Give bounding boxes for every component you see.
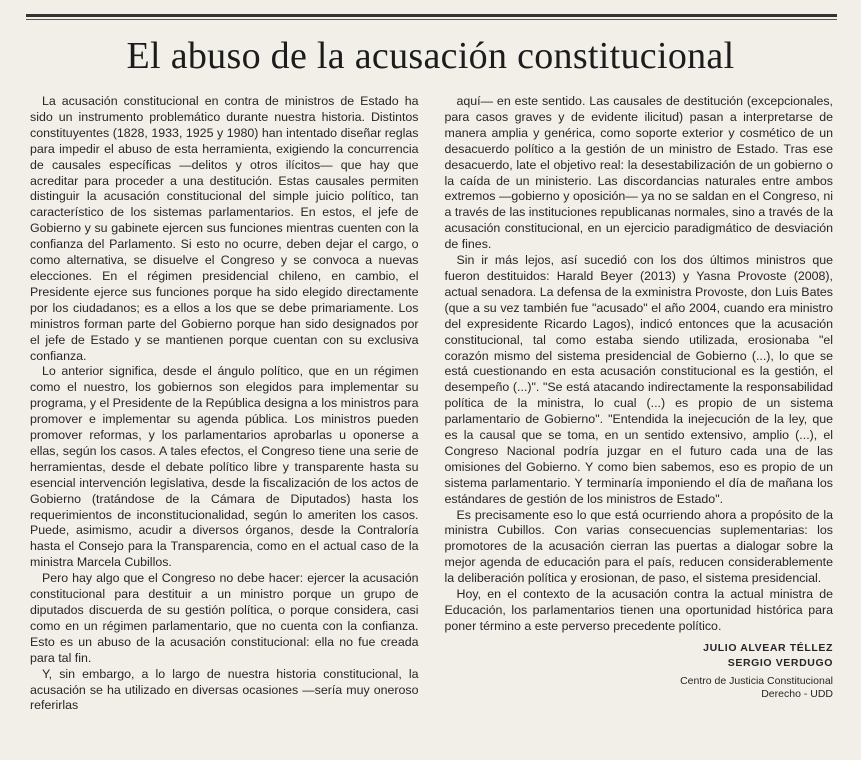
article-body [30,94,833,752]
top-rule [26,14,837,17]
column-right [445,94,834,752]
paragraph: Es precisamente eso lo que está ocurriendo ahora a propósito de la ministra Cubillos. Con varias consecuencias suplementarias: los promotores de la acusación cierran las puertas a dialogar sobre la mejor agenda de educación para el país, reducen considerablemente la deliberación política y erosionan, de paso, el sistema presidencial. [444,507,833,586]
affiliation-line: Derecho - UDD [761,687,833,700]
author-name: SERGIO VERDUGO [727,656,833,669]
column-left [30,94,419,752]
paragraph: Lo anterior significa, desde el ángulo político, que en un régimen como el nuestro, los gobiernos son elegidos para implementar su programa, y el Presidente de la República designa a los ministros para promover e implementar su agenda pública. Los ministros pueden promover reformas, y los parlamentarios aprobarlas u oponerse a ellas, según los casos. A tales efectos, el Congreso tiene una serie de herramientas, desde el debate político libre y transparente hasta su esencial intervención legislativa, desde la fiscalización de los actos de Gobierno (tratándose de la Cámara de Diputados) hasta los requerimientos de inconstitucionalidad, según lo ameriten los casos. Puede, asimismo, acudir a diversos órganos, desde la Contraloría hasta el Consejo para la Transparencia, como en el actual caso de la ministra Marcela Cubillos. [30,364,419,570]
paragraph: Pero hay algo que el Congreso no debe hacer: ejercer la acusación constitucional para destituir a un ministro porque un grupo de diputados discuerda de su gestión política, o porque considera, casi como en un régimen parlamentario, que no cuenta con la confianza. Esto es un abuso de la acusación constitucional: ella no fue creada para tal fin. [30,571,419,665]
author-affiliation [445,675,834,701]
paragraph: Sin ir más lejos, así sucedió con los dos últimos ministros que fueron destituidos: Harald Beyer (2013) y Yasna Provoste (2008), actual senadora. La defensa de la exministra Provoste, don Luis Bates (que a su vez también fue "acusado" el año 2004, cuando era ministro del expresidente Ricardo Lagos), indicó entonces que la acusación constitucional, tal como estaba siendo utilizada, erosionaba "el corazón mismo del sistema presidencial de Gobierno (...), lo que se está cuestionando en esta acusación constitucional es la gestión, el desempeño (...)". "Se está atacando indirectamente la responsabilidad política de la ministra, lo cual (...) es propio de un sistema parlamentario de Gobierno". "Entendida la inejecución de la ley, que es la causal que se toma, en un sentido extensivo, amplio (...), el Congreso Nacional podría juzgar en el futuro cada una de las omisiones del Gobierno. Y como bien sabemos, eso es propio de un sistema parlamentario. Y terminaría imponiendo el día de mañana los estándares de gestión de los ministros de Estado". [444,253,833,506]
affiliation-line: Centro de Justicia Constitucional [680,674,833,687]
headline: El abuso de la acusación constitucional [126,35,735,77]
author-name: JULIO ALVEAR TÉLLEZ [703,641,833,654]
paragraph: Y, sin embargo, a lo largo de nuestra historia constitucional, la acusación se ha utilizado en diversas ocasiones —sería muy oneroso referirlas [30,666,419,713]
paragraph: aquí— en este sentido. Las causales de destitución (excepcionales, para casos graves y de evidente ilicitud) pasan a interpretarse de manera amplia y genérica, como soporte exterior y cosmético de un desacuerdo político a la gestión de un ministro de Estado. Tras ese desacuerdo, late el objetivo real: la desestabilización de un gobierno o la caída de un ministerio. Las discordancias naturales entre ambos extremos —gobierno y oposición— ya no se saldan en el Congreso, ni a través de las instituciones republicanas normales, sino a través de la acusación constitucional, en un ejercicio paradigmático de desviación de fines. [444,94,833,252]
top-rule-thin [26,19,837,20]
paragraph: Hoy, en el contexto de la acusación contra la actual ministra de Educación, los parlamentarios tienen una oportunidad histórica para poner término a este perverso precedente político. [444,587,833,633]
paragraph: La acusación constitucional en contra de ministros de Estado ha sido un instrumento problemático durante nuestra historia. Distintos constituyentes (1828, 1933, 1925 y 1980) han intentado diseñar reglas para impedir el abuso de esta herramienta, exigiendo la concurrencia de causales específicas —delitos y otros ilícitos— que hay que acreditar para proceder a una destitución. Estas causales permiten distinguir la acusación constitucional del simple juicio político, tan característico de los sistemas parlamentarios. En estos, el jefe de Gobierno y su gabinete ejercen sus funciones mientras cuenten con la confianza del Parlamento. Si esto no ocurre, deben dejar el cargo, o como alternativa, se disuelve el Congreso y se convoca a nuevas elecciones. En el régimen presidencial chileno, en cambio, el Presidente ejerce sus funciones porque ha sido elegido directamente por los ciudadanos; es a ellos a los que se debe primariamente. Los ministros forman parte del Gobierno porque han sido designados por el jefe de Estado y se mantienen porque cuentan con su exclusiva confianza. [30,94,419,363]
